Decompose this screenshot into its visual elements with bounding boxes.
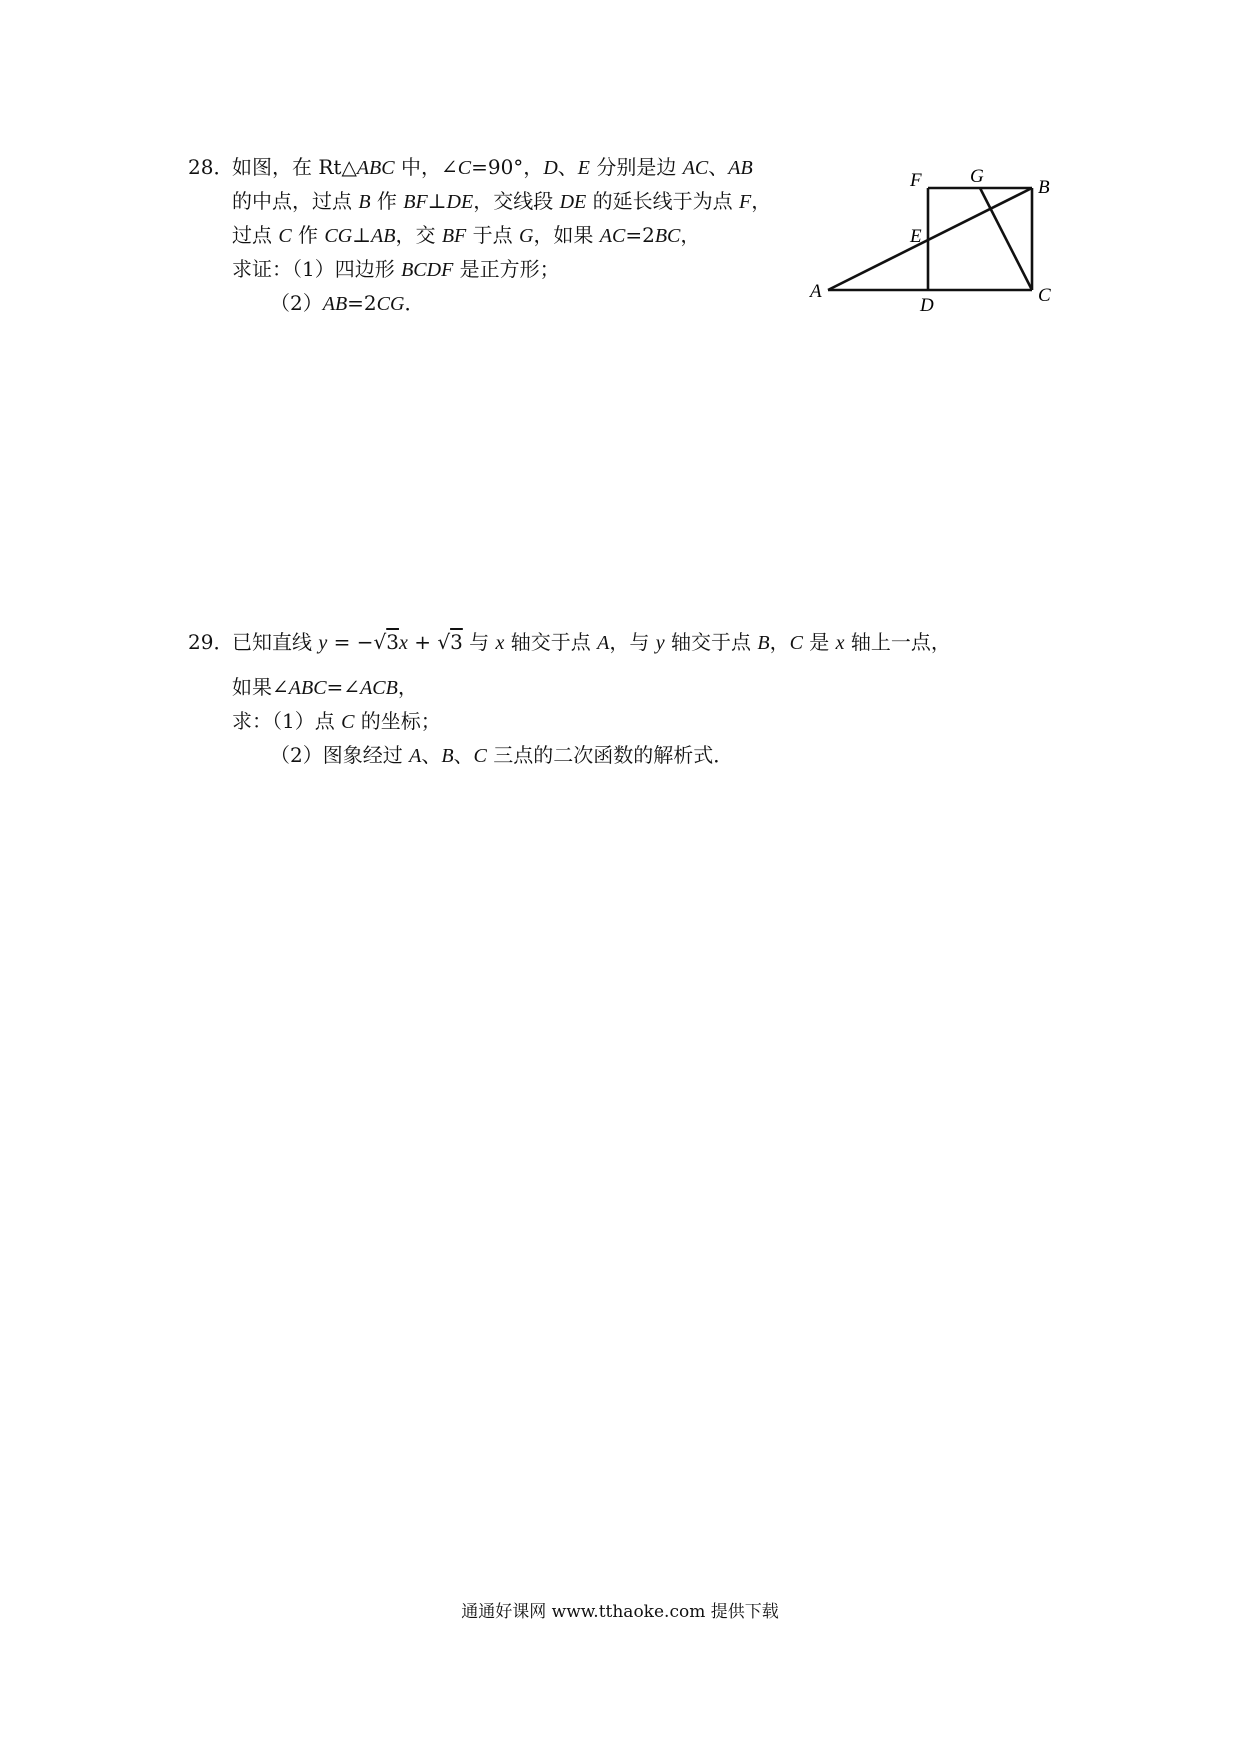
text: ， xyxy=(751,189,772,213)
math: x xyxy=(835,632,845,654)
sqrt-radicand: 3 xyxy=(450,630,463,654)
text: ， xyxy=(397,675,418,699)
label-F: F xyxy=(910,170,922,191)
text: （2） xyxy=(270,291,323,315)
text: ， xyxy=(680,223,701,247)
text: 求：（1）点 xyxy=(232,709,342,733)
text: =2 xyxy=(625,223,655,247)
text: ． xyxy=(404,291,425,315)
math: x xyxy=(495,632,505,654)
sqrt-symbol: √ xyxy=(437,630,451,654)
label-E: E xyxy=(910,226,922,247)
text: 三点的二次函数的解析式． xyxy=(486,743,734,767)
text: 的延长线于为点 xyxy=(586,189,739,213)
math: x xyxy=(398,632,408,654)
text: 的中点，过点 xyxy=(232,189,359,213)
label-A: A xyxy=(810,281,822,302)
math: B xyxy=(441,745,454,767)
text: =90°， xyxy=(471,155,544,179)
text: 中，∠ xyxy=(394,155,458,179)
problem-29-number: 29． xyxy=(188,630,234,654)
label-D: D xyxy=(920,295,934,316)
text: 求证：（1）四边形 xyxy=(232,257,402,281)
text: 轴交于点 xyxy=(504,630,598,654)
math: A xyxy=(409,745,422,767)
text: 已知直线 xyxy=(232,630,319,654)
label-B: B xyxy=(1038,177,1050,198)
math: C xyxy=(278,225,292,247)
math: A xyxy=(597,632,610,654)
text: 如图，在 Rt△ xyxy=(232,155,357,179)
math: y xyxy=(655,632,665,654)
text: 、 xyxy=(453,743,474,767)
text: ，交线段 xyxy=(473,189,560,213)
math: C xyxy=(473,745,487,767)
label-G: G xyxy=(970,166,984,187)
text: 、 xyxy=(557,155,578,179)
text: 轴上一点， xyxy=(844,630,951,654)
text: 是正方形； xyxy=(453,257,560,281)
math: AC xyxy=(599,225,626,247)
text: 分别是边 xyxy=(589,155,683,179)
problem-28-line-3 xyxy=(232,220,700,251)
math: B xyxy=(757,632,770,654)
text: ，如果 xyxy=(533,223,600,247)
text: ， xyxy=(769,630,790,654)
math: AC xyxy=(682,157,709,179)
problem-29-line-4 xyxy=(270,740,733,771)
text: + xyxy=(407,630,438,654)
math: CG xyxy=(324,225,353,247)
math: C xyxy=(457,157,472,179)
text: 、 xyxy=(708,155,729,179)
problem-29-line-2 xyxy=(232,672,418,703)
text: （2）图象经过 xyxy=(270,743,410,767)
text: =∠ xyxy=(326,675,361,699)
math: CG xyxy=(376,293,405,315)
geometry-diagram xyxy=(800,160,1070,320)
segment-CG xyxy=(980,188,1032,290)
label-C: C xyxy=(1038,285,1051,306)
text: =2 xyxy=(347,291,377,315)
math: F xyxy=(738,191,752,213)
problem-28-line-2 xyxy=(232,186,771,217)
math: AB xyxy=(371,225,396,247)
problem-29-line-3 xyxy=(232,706,441,737)
math: BC xyxy=(654,225,681,247)
page-footer: 通通好课网 www.tthaoke.com 提供下载 xyxy=(461,1602,779,1622)
sqrt-symbol: √ xyxy=(373,630,387,654)
text: 于点 xyxy=(466,223,519,247)
math: C xyxy=(789,632,803,654)
math: BF xyxy=(441,225,467,247)
math: B xyxy=(358,191,371,213)
math: G xyxy=(518,225,534,247)
text: ⊥ xyxy=(427,189,447,213)
text: 、 xyxy=(421,743,442,767)
math: BF xyxy=(403,191,428,213)
math: DE xyxy=(559,191,587,213)
text: ，与 xyxy=(609,630,656,654)
text: 过点 xyxy=(232,223,279,247)
text: 是 xyxy=(802,630,836,654)
problem-28-line-1 xyxy=(188,152,753,183)
math: AB xyxy=(728,157,753,179)
geometry-figure xyxy=(800,160,1070,325)
problem-28-number: 28． xyxy=(188,155,234,179)
text: 轴交于点 xyxy=(664,630,758,654)
math: E xyxy=(577,157,590,179)
problem-28-line-4 xyxy=(232,254,560,285)
text: 作 xyxy=(291,223,325,247)
math: y xyxy=(318,632,328,654)
text: ，交 xyxy=(395,223,442,247)
math: BCDF xyxy=(401,259,454,281)
math: D xyxy=(543,157,558,179)
segment-AB xyxy=(828,188,1032,290)
problem-29-line-1 xyxy=(188,627,951,658)
text: 如果∠ xyxy=(232,675,289,699)
problem-28-line-5 xyxy=(270,288,424,319)
math: AB xyxy=(322,293,348,315)
text: 与 xyxy=(462,630,496,654)
text: 作 xyxy=(370,189,404,213)
math: ABC xyxy=(356,157,395,179)
sqrt-radicand: 3 xyxy=(386,630,399,654)
math: C xyxy=(341,711,355,733)
math: DE xyxy=(446,191,474,213)
math: ACB xyxy=(360,677,398,699)
text: = − xyxy=(327,630,374,654)
text: 的坐标； xyxy=(354,709,441,733)
math: ABC xyxy=(288,677,327,699)
text: ⊥ xyxy=(352,223,372,247)
